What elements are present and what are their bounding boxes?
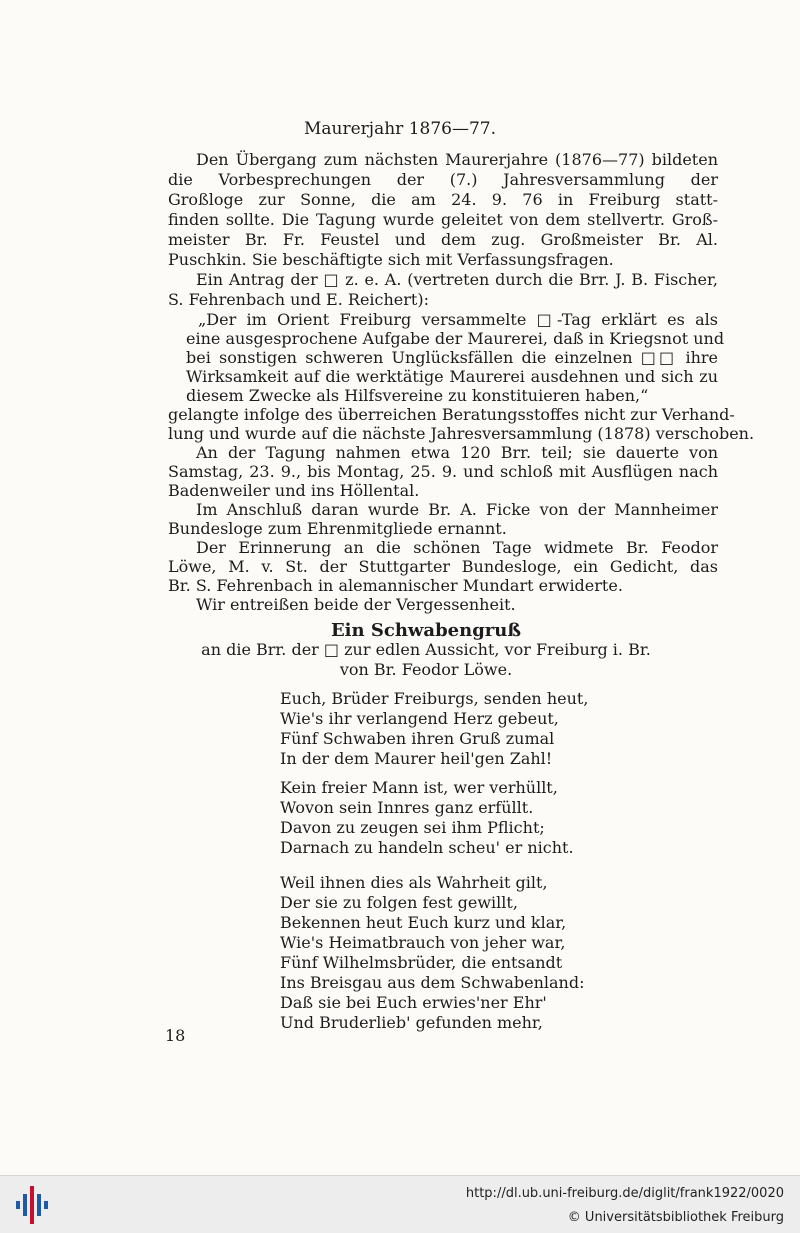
poem-line: In der dem Maurer heil'gen Zahl! bbox=[280, 749, 553, 768]
poem-line: Wovon sein Innres ganz erfüllt. bbox=[280, 798, 534, 817]
viewer-footer bbox=[0, 1175, 800, 1233]
poem-line: Fünf Schwaben ihren Gruß zumal bbox=[280, 729, 555, 748]
quote-line: eine ausgesprochene Aufgabe der Maurerei, daß in Kriegsnot und bbox=[186, 329, 725, 348]
text-line: gelangte infolge des überreichen Beratungsstoffes nicht zur Verhand- bbox=[168, 405, 735, 424]
text-line: meister Br. Fr. Feustel und dem zug. Großmeister Br. Al. bbox=[168, 230, 718, 249]
poem-line: Bekennen heut Euch kurz und klar, bbox=[280, 913, 567, 932]
text-line: Ein Antrag der □ z. e. A. (vertreten durch die Brr. J. B. Fischer, bbox=[196, 270, 718, 289]
text-line: Der Erinnerung an die schönen Tage widmete Br. Feodor bbox=[196, 538, 718, 557]
text-line: Löwe, M. v. St. der Stuttgarter Bundesloge, ein Gedicht, das bbox=[168, 557, 718, 576]
text-line: Den Übergang zum nächsten Maurerjahre (1876—77) bildeten bbox=[196, 150, 718, 169]
quote-line: bei sonstigen schweren Unglücksfällen die einzelnen □□ ihre bbox=[186, 348, 718, 367]
poem-line: Davon zu zeugen sei ihm Pflicht; bbox=[280, 818, 545, 837]
poem-line: Ins Breisgau aus dem Schwabenland: bbox=[280, 973, 585, 992]
poem-line: Und Bruderlieb' gefunden mehr, bbox=[280, 1013, 543, 1032]
poem-line: Wie's Heimatbrauch von jeher war, bbox=[280, 933, 566, 952]
poem-dedication: an die Brr. der □ zur edlen Aussicht, vor Freiburg i. Br. bbox=[201, 640, 651, 659]
quote-line: Wirksamkeit auf die werktätige Maurerei ausdehnen und sich zu bbox=[186, 367, 718, 386]
text-line: Bundesloge zum Ehrenmitgliede ernannt. bbox=[168, 519, 507, 538]
poem-author: von Br. Feodor Löwe. bbox=[339, 660, 513, 679]
text-line: Puschkin. Sie beschäftigte sich mit Verfassungsfragen. bbox=[168, 250, 614, 269]
copyright-text: © Universitätsbibliothek Freiburg bbox=[567, 1210, 784, 1225]
page-heading: Maurerjahr 1876—77. bbox=[304, 119, 496, 139]
text-line: die Vorbesprechungen der (7.) Jahresversammlung der bbox=[168, 170, 718, 189]
text-line: Im Anschluß daran wurde Br. A. Ficke von der Mannheimer bbox=[196, 500, 718, 519]
poem-line: Darnach zu handeln scheu' er nicht. bbox=[280, 838, 574, 857]
quote-line: „Der im Orient Freiburg versammelte □-Tag erklärt es als bbox=[198, 310, 718, 329]
ub-freiburg-logo-icon[interactable] bbox=[12, 1184, 52, 1226]
quote-line: diesem Zwecke als Hilfsvereine zu konstituieren haben,“ bbox=[186, 386, 649, 405]
text-line: lung und wurde auf die nächste Jahresversammlung (1878) verschoben. bbox=[168, 424, 755, 443]
poem-line: Kein freier Mann ist, wer verhüllt, bbox=[280, 778, 558, 797]
text-line: Samstag, 23. 9., bis Montag, 25. 9. und schloß mit Ausflügen nach bbox=[168, 462, 718, 481]
document-url-link[interactable]: http://dl.ub.uni-freiburg.de/diglit/frank1922/0020 bbox=[465, 1186, 784, 1201]
text-line: Badenweiler und ins Höllental. bbox=[168, 481, 420, 500]
text-line: finden sollte. Die Tagung wurde geleitet von dem stellvertr. Groß- bbox=[168, 210, 718, 229]
poem-line: Wie's ihr verlangend Herz gebeut, bbox=[280, 709, 559, 728]
poem-line: Weil ihnen dies als Wahrheit gilt, bbox=[280, 873, 548, 892]
poem-line: Daß sie bei Euch erwies'ner Ehr' bbox=[280, 993, 547, 1012]
poem-line: Euch, Brüder Freiburgs, senden heut, bbox=[280, 689, 589, 708]
poem-line: Fünf Wilhelmsbrüder, die entsandt bbox=[280, 953, 563, 972]
text-line: Wir entreißen beide der Vergessenheit. bbox=[196, 595, 516, 614]
text-line: S. Fehrenbach und E. Reichert): bbox=[168, 290, 429, 309]
text-line: Br. S. Fehrenbach in alemannischer Mundart erwiderte. bbox=[168, 576, 623, 595]
poem-line: Der sie zu folgen fest gewillt, bbox=[280, 893, 518, 912]
poem-title: Ein Schwabengruß bbox=[330, 620, 522, 641]
text-line: An der Tagung nahmen etwa 120 Brr. teil; sie dauerte von bbox=[196, 443, 718, 462]
text-line: Großloge zur Sonne, die am 24. 9. 76 in Freiburg statt- bbox=[168, 190, 718, 209]
page-number: 18 bbox=[165, 1026, 186, 1045]
